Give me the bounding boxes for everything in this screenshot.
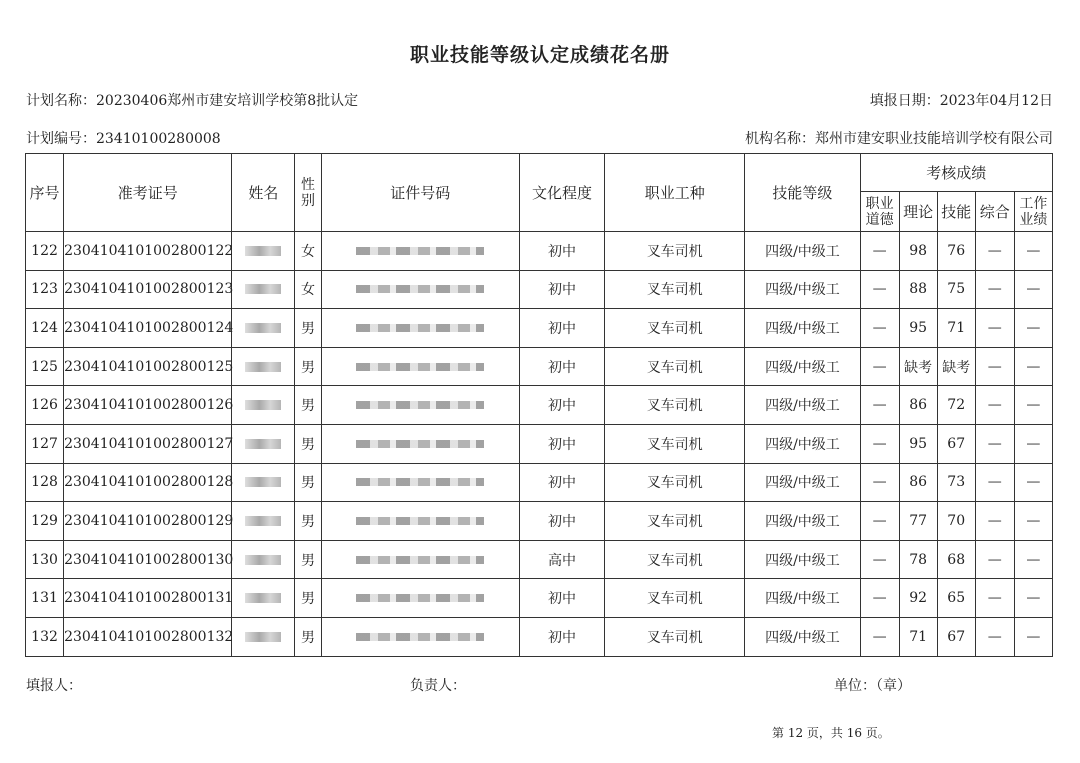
cell-seq: 132 bbox=[26, 617, 64, 656]
cell-ethics: — bbox=[860, 309, 899, 348]
cell-skill: 65 bbox=[937, 579, 975, 618]
cell-occupation: 叉车司机 bbox=[605, 463, 745, 502]
cell-skill: 67 bbox=[937, 424, 975, 463]
cell-name-redacted bbox=[232, 540, 295, 579]
cell-occupation: 叉车司机 bbox=[605, 270, 745, 309]
cell-id-redacted bbox=[321, 540, 519, 579]
cell-ticket: 2304104101002800128 bbox=[64, 463, 232, 502]
cell-ticket: 2304104101002800123 bbox=[64, 270, 232, 309]
cell-comprehensive: — bbox=[975, 309, 1014, 348]
cell-skill: 70 bbox=[937, 502, 975, 541]
header-ethics: 职业道德 bbox=[860, 192, 899, 232]
cell-ticket: 2304104101002800129 bbox=[64, 502, 232, 541]
cell-work: — bbox=[1014, 540, 1052, 579]
cell-skill-level: 四级/中级工 bbox=[745, 463, 860, 502]
cell-seq: 122 bbox=[26, 232, 64, 271]
cell-skill-level: 四级/中级工 bbox=[745, 232, 860, 271]
redaction-blur bbox=[356, 440, 484, 448]
cell-id-redacted bbox=[321, 617, 519, 656]
page-number-text: 第 12 页，共 16 页。 bbox=[772, 726, 890, 740]
cell-gender: 男 bbox=[295, 424, 321, 463]
redaction-blur bbox=[245, 284, 281, 294]
cell-theory: 92 bbox=[899, 579, 937, 618]
table-row bbox=[26, 579, 1053, 618]
cell-ticket: 2304104101002800124 bbox=[64, 309, 232, 348]
cell-gender: 男 bbox=[295, 502, 321, 541]
table-row bbox=[26, 617, 1053, 656]
cell-ethics: — bbox=[860, 232, 899, 271]
cell-seq: 124 bbox=[26, 309, 64, 348]
cell-seq: 130 bbox=[26, 540, 64, 579]
cell-skill-level: 四级/中级工 bbox=[745, 270, 860, 309]
cell-education: 初中 bbox=[519, 347, 604, 386]
cell-work: — bbox=[1014, 386, 1052, 425]
header-comprehensive: 综合 bbox=[975, 192, 1014, 232]
cell-comprehensive: — bbox=[975, 270, 1014, 309]
cell-theory: 77 bbox=[899, 502, 937, 541]
cell-gender: 女 bbox=[295, 270, 321, 309]
cell-work: — bbox=[1014, 617, 1052, 656]
redaction-blur bbox=[245, 439, 281, 449]
cell-work: — bbox=[1014, 232, 1052, 271]
cell-work: — bbox=[1014, 463, 1052, 502]
header-skill: 技能 bbox=[937, 192, 975, 232]
cell-skill-level: 四级/中级工 bbox=[745, 617, 860, 656]
cell-occupation: 叉车司机 bbox=[605, 386, 745, 425]
cell-gender: 男 bbox=[295, 463, 321, 502]
redaction-blur bbox=[356, 401, 484, 409]
cell-name-redacted bbox=[232, 309, 295, 348]
redaction-blur bbox=[356, 363, 484, 371]
cell-skill: 67 bbox=[937, 617, 975, 656]
cell-education: 初中 bbox=[519, 579, 604, 618]
document-title: 职业技能等级认定成绩花名册 bbox=[409, 44, 670, 66]
cell-seq: 125 bbox=[26, 347, 64, 386]
redaction-blur bbox=[245, 323, 281, 333]
cell-id-redacted bbox=[321, 424, 519, 463]
cell-gender: 男 bbox=[295, 386, 321, 425]
header-occupation: 职业工种 bbox=[605, 154, 745, 232]
redaction-blur bbox=[356, 633, 484, 641]
header-skill-level: 技能等级 bbox=[745, 154, 860, 232]
cell-skill: 缺考 bbox=[937, 347, 975, 386]
redaction-blur bbox=[245, 593, 281, 603]
cell-theory: 71 bbox=[899, 617, 937, 656]
cell-skill-level: 四级/中级工 bbox=[745, 424, 860, 463]
unit-seal-label: 单位：（章） bbox=[834, 678, 911, 694]
reporter-label: 填报人： bbox=[26, 678, 82, 694]
cell-ethics: — bbox=[860, 502, 899, 541]
cell-ethics: — bbox=[860, 424, 899, 463]
redaction-blur bbox=[245, 400, 281, 410]
header-theory: 理论 bbox=[899, 192, 937, 232]
cell-name-redacted bbox=[232, 347, 295, 386]
table-row bbox=[26, 386, 1053, 425]
cell-seq: 129 bbox=[26, 502, 64, 541]
cell-ethics: — bbox=[860, 347, 899, 386]
cell-ethics: — bbox=[860, 540, 899, 579]
cell-ticket: 2304104101002800130 bbox=[64, 540, 232, 579]
cell-seq: 127 bbox=[26, 424, 64, 463]
cell-theory: 95 bbox=[899, 424, 937, 463]
redaction-blur bbox=[245, 516, 281, 526]
cell-seq: 131 bbox=[26, 579, 64, 618]
cell-skill-level: 四级/中级工 bbox=[745, 309, 860, 348]
redaction-blur bbox=[245, 477, 281, 487]
cell-gender: 男 bbox=[295, 617, 321, 656]
table-row bbox=[26, 309, 1053, 348]
redaction-blur bbox=[356, 517, 484, 525]
cell-skill: 68 bbox=[937, 540, 975, 579]
cell-id-redacted bbox=[321, 232, 519, 271]
cell-skill: 73 bbox=[937, 463, 975, 502]
cell-seq: 126 bbox=[26, 386, 64, 425]
cell-comprehensive: — bbox=[975, 424, 1014, 463]
table-row bbox=[26, 347, 1053, 386]
header-assessment: 考核成绩 bbox=[860, 154, 1052, 192]
cell-work: — bbox=[1014, 502, 1052, 541]
cell-occupation: 叉车司机 bbox=[605, 502, 745, 541]
cell-id-redacted bbox=[321, 502, 519, 541]
redaction-blur bbox=[356, 324, 484, 332]
cell-education: 初中 bbox=[519, 424, 604, 463]
cell-work: — bbox=[1014, 270, 1052, 309]
cell-id-redacted bbox=[321, 270, 519, 309]
cell-education: 初中 bbox=[519, 270, 604, 309]
cell-ethics: — bbox=[860, 617, 899, 656]
cell-education: 初中 bbox=[519, 309, 604, 348]
cell-occupation: 叉车司机 bbox=[605, 309, 745, 348]
header-name: 姓名 bbox=[232, 154, 295, 232]
header-seq: 序号 bbox=[26, 154, 64, 232]
header-education: 文化程度 bbox=[519, 154, 604, 232]
cell-name-redacted bbox=[232, 617, 295, 656]
cell-theory: 86 bbox=[899, 386, 937, 425]
cell-education: 初中 bbox=[519, 386, 604, 425]
cell-ethics: — bbox=[860, 579, 899, 618]
cell-comprehensive: — bbox=[975, 386, 1014, 425]
cell-skill-level: 四级/中级工 bbox=[745, 347, 860, 386]
table-row bbox=[26, 502, 1053, 541]
cell-theory: 86 bbox=[899, 463, 937, 502]
cell-occupation: 叉车司机 bbox=[605, 540, 745, 579]
cell-name-redacted bbox=[232, 579, 295, 618]
table-row bbox=[26, 232, 1053, 271]
cell-ticket: 2304104101002800127 bbox=[64, 424, 232, 463]
redaction-blur bbox=[356, 247, 484, 255]
redaction-blur bbox=[245, 246, 281, 256]
cell-comprehensive: — bbox=[975, 617, 1014, 656]
cell-gender: 男 bbox=[295, 579, 321, 618]
cell-skill-level: 四级/中级工 bbox=[745, 386, 860, 425]
cell-ticket: 2304104101002800132 bbox=[64, 617, 232, 656]
cell-name-redacted bbox=[232, 502, 295, 541]
redaction-blur bbox=[356, 594, 484, 602]
cell-occupation: 叉车司机 bbox=[605, 424, 745, 463]
cell-education: 初中 bbox=[519, 617, 604, 656]
cell-work: — bbox=[1014, 347, 1052, 386]
cell-comprehensive: — bbox=[975, 463, 1014, 502]
cell-occupation: 叉车司机 bbox=[605, 617, 745, 656]
redaction-blur bbox=[356, 478, 484, 486]
cell-ticket: 2304104101002800126 bbox=[64, 386, 232, 425]
cell-skill: 71 bbox=[937, 309, 975, 348]
cell-work: — bbox=[1014, 309, 1052, 348]
cell-name-redacted bbox=[232, 463, 295, 502]
cell-comprehensive: — bbox=[975, 232, 1014, 271]
table-row bbox=[26, 270, 1053, 309]
cell-skill: 76 bbox=[937, 232, 975, 271]
cell-theory: 98 bbox=[899, 232, 937, 271]
cell-gender: 女 bbox=[295, 232, 321, 271]
cell-seq: 128 bbox=[26, 463, 64, 502]
table-row bbox=[26, 463, 1053, 502]
cell-theory: 88 bbox=[899, 270, 937, 309]
cell-education: 初中 bbox=[519, 463, 604, 502]
cell-ethics: — bbox=[860, 270, 899, 309]
cell-skill: 75 bbox=[937, 270, 975, 309]
cell-theory: 78 bbox=[899, 540, 937, 579]
redaction-blur bbox=[245, 632, 281, 642]
cell-gender: 男 bbox=[295, 347, 321, 386]
cell-name-redacted bbox=[232, 270, 295, 309]
cell-comprehensive: — bbox=[975, 540, 1014, 579]
header-work-performance: 工作业绩 bbox=[1014, 192, 1052, 232]
cell-education: 初中 bbox=[519, 232, 604, 271]
cell-id-redacted bbox=[321, 463, 519, 502]
cell-seq: 123 bbox=[26, 270, 64, 309]
cell-ethics: — bbox=[860, 386, 899, 425]
report-date: 填报日期：2023年04月12日 bbox=[869, 93, 1053, 109]
cell-work: — bbox=[1014, 424, 1052, 463]
cell-id-redacted bbox=[321, 579, 519, 618]
cell-skill-level: 四级/中级工 bbox=[745, 540, 860, 579]
cell-name-redacted bbox=[232, 232, 295, 271]
cell-gender: 男 bbox=[295, 540, 321, 579]
table-row bbox=[26, 424, 1053, 463]
cell-name-redacted bbox=[232, 386, 295, 425]
plan-number: 计划编号：23410100280008 bbox=[26, 131, 221, 147]
cell-occupation: 叉车司机 bbox=[605, 232, 745, 271]
cell-ticket: 2304104101002800125 bbox=[64, 347, 232, 386]
redaction-blur bbox=[245, 362, 281, 372]
cell-work: — bbox=[1014, 579, 1052, 618]
cell-ticket: 2304104101002800122 bbox=[64, 232, 232, 271]
redaction-blur bbox=[356, 285, 484, 293]
cell-comprehensive: — bbox=[975, 502, 1014, 541]
cell-occupation: 叉车司机 bbox=[605, 347, 745, 386]
cell-ticket: 2304104101002800131 bbox=[64, 579, 232, 618]
redaction-blur bbox=[245, 555, 281, 565]
cell-occupation: 叉车司机 bbox=[605, 579, 745, 618]
cell-education: 初中 bbox=[519, 502, 604, 541]
cell-comprehensive: — bbox=[975, 347, 1014, 386]
cell-education: 高中 bbox=[519, 540, 604, 579]
table-row bbox=[26, 540, 1053, 579]
plan-name: 计划名称：20230406郑州市建安培训学校第8批认定 bbox=[26, 93, 359, 109]
cell-skill-level: 四级/中级工 bbox=[745, 502, 860, 541]
cell-id-redacted bbox=[321, 386, 519, 425]
header-id-number: 证件号码 bbox=[321, 154, 519, 232]
cell-theory: 缺考 bbox=[899, 347, 937, 386]
score-roster-table bbox=[25, 153, 1053, 657]
organization-name: 机构名称：郑州市建安职业技能培训学校有限公司 bbox=[745, 131, 1053, 147]
header-ticket: 准考证号 bbox=[64, 154, 232, 232]
cell-skill: 72 bbox=[937, 386, 975, 425]
cell-id-redacted bbox=[321, 309, 519, 348]
responsible-label: 负责人： bbox=[410, 678, 466, 694]
redaction-blur bbox=[356, 556, 484, 564]
header-gender: 性别 bbox=[295, 154, 321, 232]
cell-name-redacted bbox=[232, 424, 295, 463]
cell-ethics: — bbox=[860, 463, 899, 502]
cell-theory: 95 bbox=[899, 309, 937, 348]
cell-id-redacted bbox=[321, 347, 519, 386]
cell-gender: 男 bbox=[295, 309, 321, 348]
cell-comprehensive: — bbox=[975, 579, 1014, 618]
cell-skill-level: 四级/中级工 bbox=[745, 579, 860, 618]
